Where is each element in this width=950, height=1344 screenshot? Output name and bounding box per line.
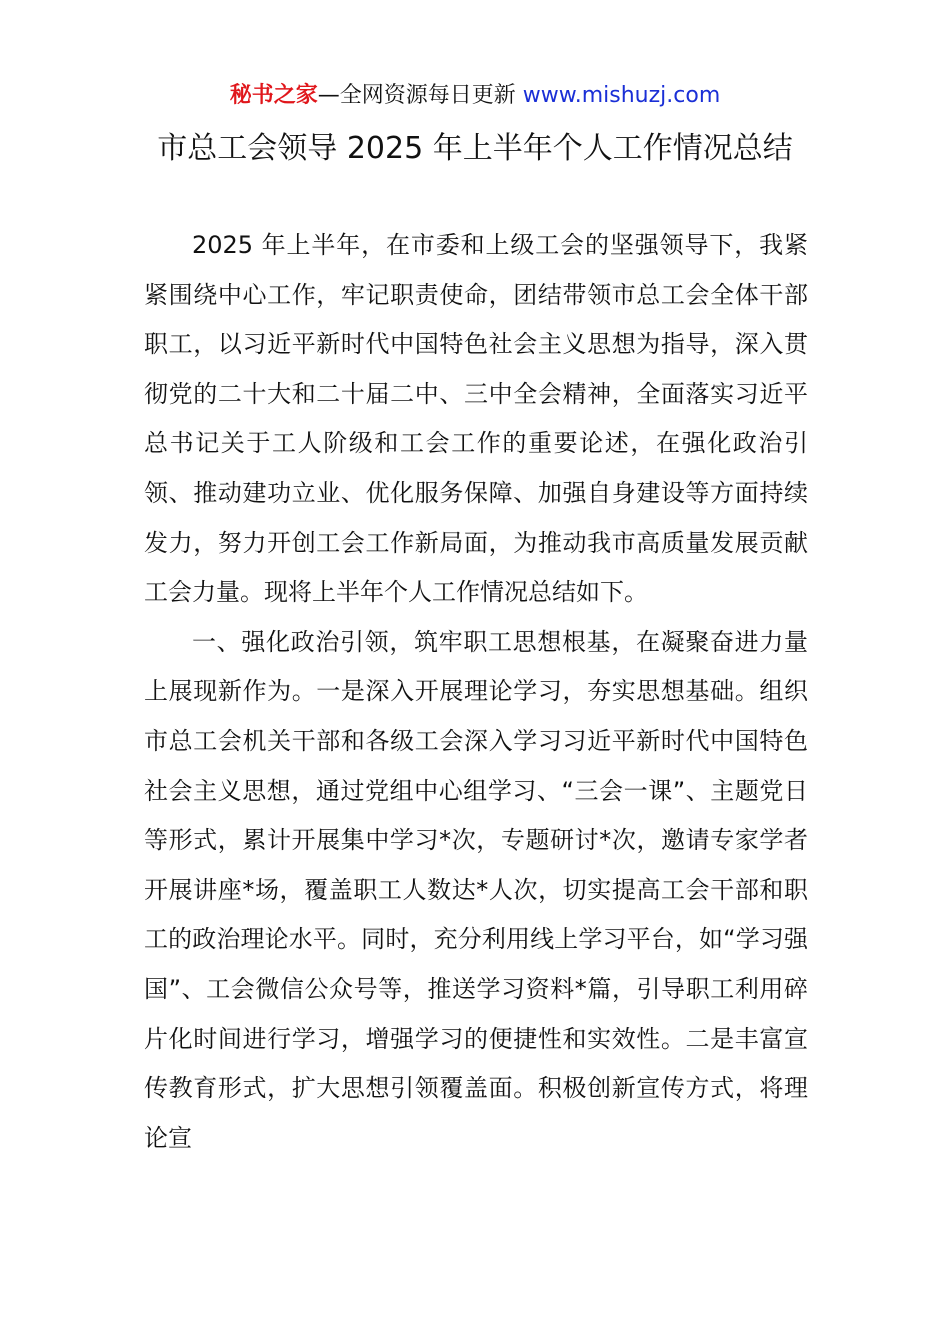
document-title: 市总工会领导 2025 年上半年个人工作情况总结	[157, 131, 793, 166]
header-tagline: —全网资源每日更新	[317, 83, 523, 108]
document-body	[144, 221, 808, 1163]
paragraph-intro: 2025 年上半年，在市委和上级工会的坚强领导下，我紧紧围绕中心工作，牢记职责使命，团结带领市总工会全体干部职工，以习近平新时代中国特色社会主义思想为指导，深入贯彻党的二十大和二十届二中、三中全会精神，全面落实习近平总书记关于工人阶级和工会工作的重要论述，在强化政治引领、推动建功立业、优化服务保障、加强自身建设等方面持续发力，努力开创工会工作新局面，为推动我市高质量发展贡献工会力量。现将上半年个人工作情况总结如下。	[144, 231, 808, 607]
brand-name: 秘书之家	[229, 83, 318, 108]
paragraph-section-one: 一、强化政治引领，筑牢职工思想根基，在凝聚奋进力量上展现新作为。一是深入开展理论学习，夯实思想基础。组织市总工会机关干部和各级工会深入学习习近平新时代中国特色社会主义思想，通过党组中心组学习、“三会一课”、主题党日等形式，累计开展集中学习*次，专题研讨*次，邀请专家学者开展讲座*场，覆盖职工人数达*人次，切实提高工会干部和职工的政治理论水平。同时，充分利用线上学习平台，如“学习强国”、工会微信公众号等，推送学习资料*篇，引导职工利用碎片化时间进行学习，增强学习的便捷性和实效性。二是丰富宣传教育形式，扩大思想引领覆盖面。积极创新宣传方式，将理论宣	[144, 627, 808, 1152]
site-header	[0, 80, 950, 112]
site-url-link[interactable]: www.mishuzj.com	[522, 83, 721, 108]
